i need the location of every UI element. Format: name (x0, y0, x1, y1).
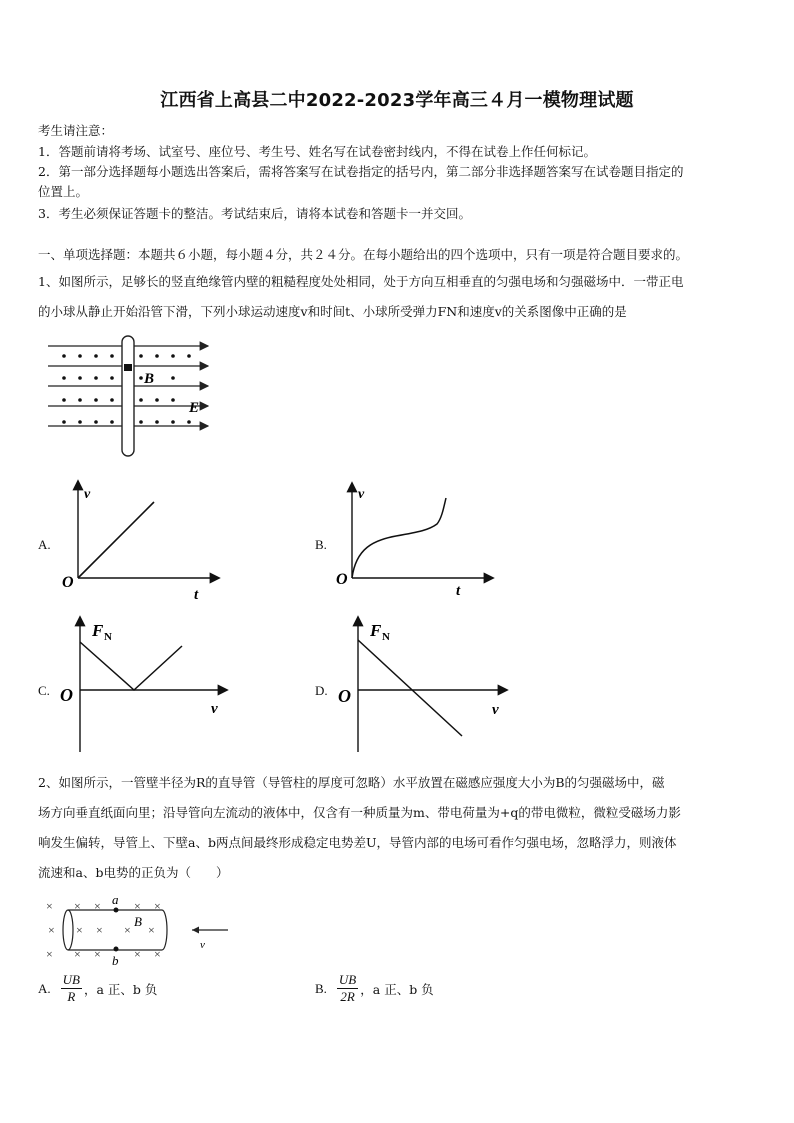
q2-text-line: 2、如图所示，一管壁半径为R的直导管（导管柱的厚度可忽略）水平放置在磁感应强度大小为B的匀强磁场中，磁 (38, 775, 665, 790)
fraction (337, 972, 358, 1005)
label-B: B (144, 371, 155, 387)
svg-text:×: × (94, 947, 101, 961)
page-title: 江西省上高县二中2022-2023学年高三４月一模物理试题 (160, 90, 634, 111)
svg-text:×: × (154, 899, 161, 913)
y-label: v (84, 487, 91, 502)
curve-line (80, 642, 182, 690)
velocity-arrowhead (192, 927, 199, 934)
x-label: t (194, 587, 199, 603)
option-label: B. (315, 980, 327, 996)
section-heading: 一、单项选择题：本题共６小题，每小题４分，共２４分。在每小题给出的四个选项中，只有一项是符合题目要求的。 (38, 247, 689, 262)
q2-option-b (315, 972, 434, 1005)
point-a (114, 908, 119, 913)
notice-item: 2．第一部分选择题每小题选出答案后，需将答案写在试卷指定的括号内，第二部分非选择题答案写在试卷题目指定的 (38, 164, 684, 179)
curve-line (358, 640, 462, 736)
x-label: v (211, 701, 218, 717)
numerator: UB (338, 972, 357, 987)
label-E: E (189, 400, 200, 416)
notice-item: 3．考生必须保证答题卡的整洁。考试结束后，请将本试卷和答题卡一并交回。 (38, 206, 471, 221)
y-label: v (358, 487, 365, 502)
svg-text:×: × (48, 923, 55, 937)
q1-option-b-graph (334, 478, 504, 606)
fraction (61, 972, 82, 1005)
svg-text:×: × (154, 947, 161, 961)
pipe-end (63, 910, 73, 950)
option-text: ，a 正、b 负 (83, 981, 158, 997)
q1-option-d-graph (334, 612, 514, 754)
label-a: a (112, 892, 119, 907)
svg-text:×: × (76, 923, 83, 937)
q1-option-c-label: C. (38, 683, 50, 698)
q1-option-a-label: A. (38, 537, 51, 552)
svg-text:×: × (134, 899, 141, 913)
numerator: UB (62, 972, 80, 987)
vertical-tube (122, 336, 134, 456)
y-label: F (370, 621, 382, 640)
origin-label: O (62, 574, 74, 591)
x-label: v (492, 702, 499, 718)
notice-heading: 考生请注意： (38, 123, 114, 138)
ball (124, 364, 132, 371)
origin-label: O (338, 686, 351, 706)
svg-text:×: × (46, 947, 53, 961)
label-v: v (200, 939, 205, 951)
y-label: F (92, 621, 104, 640)
origin-label: O (60, 685, 73, 705)
option-text: ，a 正、b 负 (360, 981, 434, 997)
option-label: A. (38, 980, 51, 996)
x-label: t (456, 583, 461, 599)
svg-text:×: × (148, 923, 155, 937)
q2-text-line: 响发生偏转，导管上、下壁a、b两点间最终形成稳定电势差U，导管内部的电场可看作匀强电场，忽略浮力，则液体 (38, 835, 677, 850)
y-label-subscript: N (382, 631, 390, 643)
q1-option-c-graph (56, 612, 236, 754)
svg-text:×: × (134, 947, 141, 961)
notice-item: 1．答题前请将考场、试室号、座位号、考生号、姓名写在试卷密封线内，不得在试卷上作任何标记。 (38, 144, 596, 159)
origin-label: O (336, 571, 348, 588)
q1-option-d-label: D. (315, 683, 328, 698)
y-label-subscript: N (104, 631, 112, 643)
svg-text:×: × (74, 899, 81, 913)
svg-text:×: × (74, 947, 81, 961)
q2-pipe-figure (44, 892, 244, 968)
denominator: R (67, 989, 76, 1004)
curve-line (78, 502, 154, 578)
q1-option-a-graph (56, 478, 226, 606)
q1-text-line: 的小球从静止开始沿管下滑，下列小球运动速度v和时间t、小球所受弹力FN和速度v的关系图像中正确的是 (38, 304, 627, 319)
q2-text-line: 场方向垂直纸面向里；沿导管向左流动的液体中，仅含有一种质量为m、带电荷量为+q的带电微粒，微粒受磁场力影 (38, 805, 681, 820)
notice-item: 位置上。 (38, 184, 89, 199)
label-B: B (134, 914, 142, 929)
svg-text:×: × (124, 923, 131, 937)
q1-option-b-label: B. (315, 537, 327, 552)
q1-text-line: 1、如图所示，足够长的竖直绝缘管内壁的粗糙程度处处相同，处于方向互相垂直的匀强电场和匀强磁场中．一带正电 (38, 274, 684, 289)
curve-line (352, 498, 446, 578)
label-b: b (112, 953, 119, 968)
q1-field-figure (46, 334, 216, 460)
svg-text:×: × (46, 899, 53, 913)
point-b (114, 947, 119, 952)
denominator: 2R (340, 989, 355, 1004)
svg-text:×: × (94, 899, 101, 913)
q2-text-line: 流速和a、b电势的正负为（ ） (38, 865, 229, 880)
svg-text:×: × (96, 923, 103, 937)
q2-option-a (38, 972, 157, 1005)
